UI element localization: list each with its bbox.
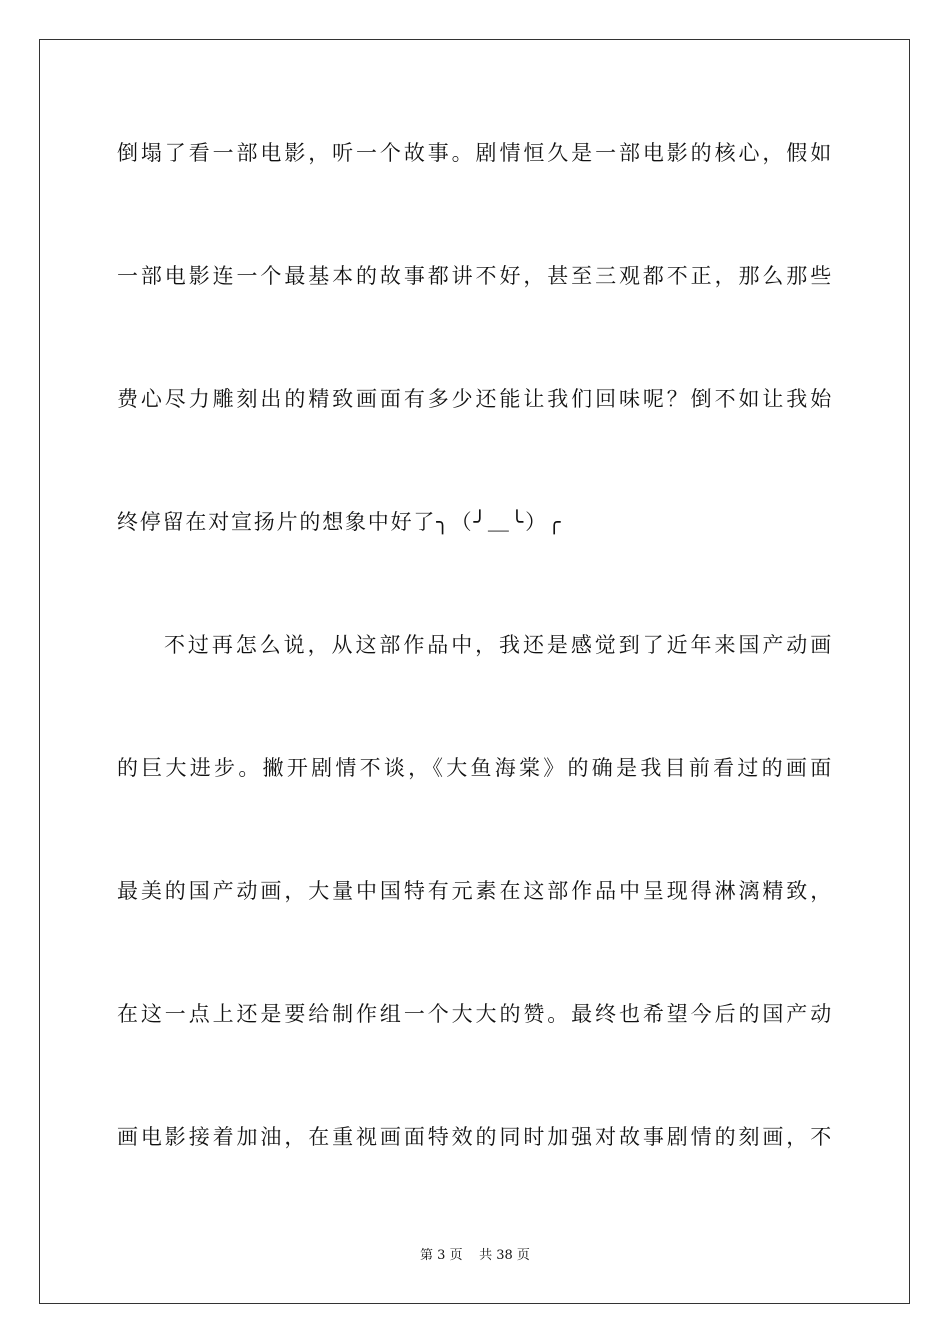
page-number: 第 3 页 bbox=[420, 1248, 463, 1263]
body-line-2: 一部电影连一个最基本的故事都讲不好，甚至三观都不正，那么那些 bbox=[117, 264, 833, 288]
body-line-3: 费心尽力雕刻出的精致画面有多少还能让我们回味呢？倒不如让我始 bbox=[117, 387, 833, 411]
page-total: 共 38 页 bbox=[479, 1248, 530, 1263]
body-line-8: 在这一点上还是要给制作组一个大大的赞。最终也希望今后的国产动 bbox=[117, 1002, 833, 1026]
body-line-6: 的巨大进步。撇开剧情不谈，《大鱼海棠》的确是我目前看过的画面 bbox=[117, 756, 833, 780]
body-line-4: 终停留在对宣扬片的想象中好了╮（╯＿╰）╭ bbox=[117, 510, 563, 534]
body-line-7: 最美的国产动画，大量中国特有元素在这部作品中呈现得淋漓精致， bbox=[117, 879, 833, 903]
body-line-1: 倒塌了看一部电影，听一个故事。剧情恒久是一部电影的核心，假如 bbox=[117, 141, 833, 165]
page-border bbox=[39, 39, 910, 1304]
body-line-9: 画电影接着加油，在重视画面特效的同时加强对故事剧情的刻画，不 bbox=[117, 1125, 833, 1149]
body-line-5-paragraph-start: 不过再怎么说，从这部作品中，我还是感觉到了近年来国产动画 bbox=[164, 633, 833, 657]
page-footer bbox=[0, 1247, 950, 1265]
